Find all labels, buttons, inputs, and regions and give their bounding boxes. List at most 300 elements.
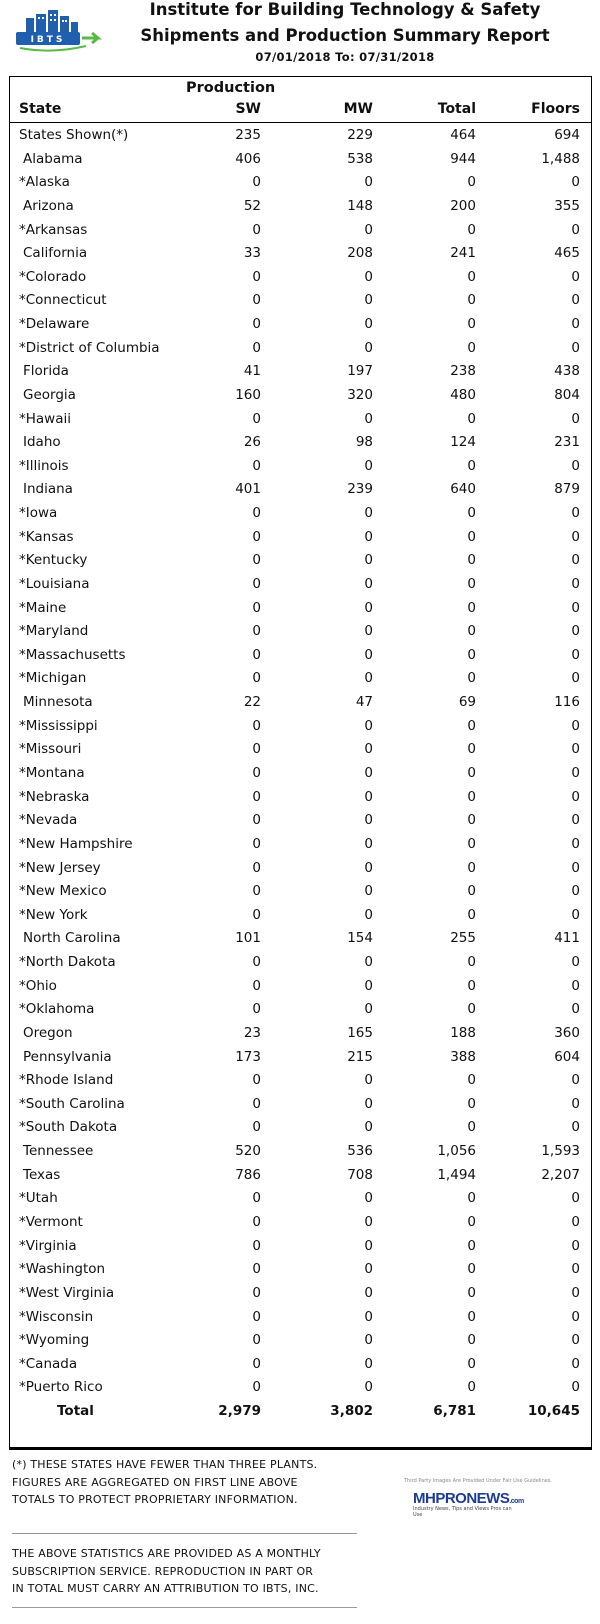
value-cell: 0 <box>252 528 261 545</box>
value-cell: 26 <box>243 434 261 451</box>
table-row <box>9 904 592 928</box>
value-cell: 0 <box>252 457 261 474</box>
value-cell: 0 <box>364 268 373 285</box>
value-cell: 0 <box>364 954 373 971</box>
state-name-cell: *Massachusetts <box>19 646 126 663</box>
disclaimer-line: THE ABOVE STATISTICS ARE PROVIDED AS A MONTHLY <box>12 1547 321 1560</box>
value-cell: 229 <box>347 127 373 143</box>
state-name-cell: *Arkansas <box>19 221 88 238</box>
value-cell: 0 <box>467 339 476 356</box>
state-name-cell: Indiana <box>23 481 73 498</box>
value-cell: 0 <box>364 221 373 238</box>
table-row <box>9 1211 592 1235</box>
report-date-range: 07/01/2018 To: 07/31/2018 <box>255 50 435 64</box>
value-cell: 0 <box>364 906 373 923</box>
value-cell: 0 <box>467 906 476 923</box>
state-name-cell: *New York <box>19 906 88 923</box>
state-name-cell: Florida <box>23 363 69 380</box>
table-row <box>9 738 592 762</box>
value-cell: 0 <box>364 528 373 545</box>
value-cell: 33 <box>243 245 261 262</box>
value-cell: 0 <box>252 765 261 781</box>
state-name-cell: *Montana <box>19 765 85 781</box>
value-cell: 0 <box>571 906 580 923</box>
state-name-cell: Minnesota <box>23 694 93 711</box>
table-row <box>9 1376 592 1400</box>
value-cell: 124 <box>450 434 476 451</box>
state-name-cell: *Hawaii <box>19 410 71 427</box>
state-name-cell: Georgia <box>23 386 76 403</box>
table-row <box>9 975 592 999</box>
table-row <box>9 1187 592 1211</box>
value-cell: 0 <box>571 528 580 545</box>
value-cell: 0 <box>364 1261 373 1278</box>
state-name-cell: Idaho <box>23 434 61 451</box>
state-name-cell: States Shown(*) <box>19 127 129 143</box>
value-cell: 0 <box>467 623 476 640</box>
value-cell: 0 <box>364 1095 373 1112</box>
table-row <box>9 313 592 337</box>
note-divider <box>12 1533 357 1534</box>
value-cell: 0 <box>571 977 580 994</box>
value-cell: 0 <box>364 457 373 474</box>
table-row <box>9 148 592 172</box>
table-header-row <box>9 98 592 122</box>
value-cell: 538 <box>347 150 373 167</box>
value-cell: 355 <box>554 197 580 214</box>
state-name-cell: *Maryland <box>19 623 89 640</box>
value-cell: 0 <box>467 765 476 781</box>
value-cell: 536 <box>347 1143 373 1160</box>
state-name-cell: Pennsylvania <box>23 1048 112 1065</box>
table-row <box>9 1258 592 1282</box>
value-cell: 0 <box>364 1190 373 1207</box>
value-cell: 0 <box>571 1237 580 1254</box>
value-cell: 0 <box>364 765 373 781</box>
value-cell: 0 <box>467 221 476 238</box>
table-row <box>9 502 592 526</box>
table-row <box>9 195 592 219</box>
value-cell: 0 <box>467 457 476 474</box>
value-cell: 0 <box>571 788 580 805</box>
state-name-cell: *Connecticut <box>19 292 107 309</box>
value-cell: 520 <box>235 1143 261 1160</box>
mhpronews-logo <box>413 1490 524 1507</box>
table-row <box>9 266 592 290</box>
value-cell: 0 <box>252 1332 261 1349</box>
value-cell: 208 <box>347 245 373 262</box>
value-cell: 0 <box>252 575 261 592</box>
value-cell: 1,488 <box>541 150 580 167</box>
value-cell: 411 <box>554 930 580 947</box>
value-cell: 360 <box>554 1024 580 1041</box>
value-cell: 879 <box>554 481 580 498</box>
value-cell: 0 <box>364 646 373 663</box>
value-cell: 0 <box>252 1261 261 1278</box>
state-name-cell: *Washington <box>19 1261 106 1278</box>
value-cell: 0 <box>571 339 580 356</box>
state-name-cell: *Oklahoma <box>19 1001 95 1018</box>
state-name-cell: *Nebraska <box>19 788 90 805</box>
table-row <box>9 455 592 479</box>
value-cell: 0 <box>252 1095 261 1112</box>
state-name-cell: California <box>23 245 88 262</box>
value-cell: 388 <box>450 1048 476 1065</box>
state-name-cell: *Alaska <box>19 174 70 191</box>
value-cell: 786 <box>235 1166 261 1183</box>
value-cell: 1,593 <box>541 1143 580 1160</box>
value-cell: 0 <box>364 623 373 640</box>
value-cell: 231 <box>554 434 580 451</box>
value-cell: 0 <box>252 1379 261 1396</box>
state-name-cell: *Louisiana <box>19 575 90 592</box>
value-cell: 0 <box>364 410 373 427</box>
value-cell: 200 <box>450 197 476 214</box>
value-cell: 0 <box>467 1308 476 1325</box>
value-cell: 0 <box>467 954 476 971</box>
value-cell: 0 <box>364 1213 373 1230</box>
table-row <box>9 1022 592 1046</box>
value-cell: 0 <box>467 316 476 333</box>
state-name-cell: *Mississippi <box>19 717 98 734</box>
value-cell: 320 <box>347 386 373 403</box>
value-cell: 0 <box>467 977 476 994</box>
brand-name: MHPRONEWS <box>413 1490 510 1507</box>
value-cell: 154 <box>347 930 373 947</box>
value-cell: 0 <box>571 741 580 758</box>
value-cell: 0 <box>571 1072 580 1089</box>
state-name-cell: *Rhode Island <box>19 1072 114 1089</box>
value-cell: 197 <box>347 363 373 380</box>
value-cell: 0 <box>467 1355 476 1372</box>
value-cell: 640 <box>450 481 476 498</box>
value-cell: 0 <box>571 1190 580 1207</box>
value-cell: 215 <box>347 1048 373 1065</box>
value-cell: 0 <box>571 883 580 900</box>
value-cell: 0 <box>252 268 261 285</box>
value-cell: 0 <box>571 174 580 191</box>
value-cell: 0 <box>364 812 373 829</box>
value-cell: 0 <box>252 646 261 663</box>
brand-tagline: Industry News, Tips and Views Pros can Use <box>413 1506 512 1518</box>
total-divider <box>9 1448 592 1450</box>
total-value: 2,979 <box>218 1403 261 1419</box>
table-row <box>9 219 592 243</box>
state-name-cell: *Kentucky <box>19 552 88 569</box>
table-row <box>9 620 592 644</box>
value-cell: 0 <box>571 1332 580 1349</box>
value-cell: 0 <box>252 883 261 900</box>
state-name-cell: *New Jersey <box>19 859 101 876</box>
value-cell: 0 <box>364 292 373 309</box>
value-cell: 0 <box>252 954 261 971</box>
value-cell: 406 <box>235 150 261 167</box>
state-name-cell: *Vermont <box>19 1213 83 1230</box>
value-cell: 0 <box>364 883 373 900</box>
value-cell: 0 <box>571 1119 580 1136</box>
value-cell: 0 <box>467 1001 476 1018</box>
value-cell: 604 <box>554 1048 580 1065</box>
value-cell: 0 <box>467 1261 476 1278</box>
value-cell: 0 <box>252 623 261 640</box>
value-cell: 0 <box>467 1284 476 1301</box>
value-cell: 0 <box>467 292 476 309</box>
value-cell: 0 <box>364 1072 373 1089</box>
value-cell: 0 <box>467 410 476 427</box>
value-cell: 0 <box>571 1379 580 1396</box>
svg-text:IBTS: IBTS <box>30 35 66 45</box>
table-row <box>9 1093 592 1117</box>
table-row <box>9 478 592 502</box>
footnote-line: TOTALS TO PROTECT PROPRIETARY INFORMATION. <box>12 1493 298 1506</box>
state-name-cell: *Wisconsin <box>19 1308 94 1325</box>
report-org-title: Institute for Building Technology & Safety <box>149 0 541 19</box>
value-cell: 0 <box>252 505 261 522</box>
state-name-cell: *New Hampshire <box>19 835 133 852</box>
total-value: 10,645 <box>527 1403 580 1419</box>
state-name-cell: *Maine <box>19 599 67 616</box>
table-row <box>9 337 592 361</box>
value-cell: 0 <box>467 788 476 805</box>
state-name-cell: *District of Columbia <box>19 339 160 356</box>
disclaimer-line: SUBSCRIPTION SERVICE. REPRODUCTION IN PART OR <box>12 1564 314 1578</box>
value-cell: 0 <box>364 316 373 333</box>
total-row <box>9 1400 592 1424</box>
column-header: MW <box>343 101 373 117</box>
value-cell: 0 <box>571 292 580 309</box>
table-row <box>9 927 592 951</box>
value-cell: 0 <box>252 552 261 569</box>
value-cell: 438 <box>554 363 580 380</box>
value-cell: 0 <box>467 599 476 616</box>
value-cell: 0 <box>364 859 373 876</box>
value-cell: 0 <box>252 1072 261 1089</box>
value-cell: 188 <box>450 1024 476 1041</box>
value-cell: 464 <box>450 127 476 143</box>
value-cell: 0 <box>467 268 476 285</box>
value-cell: 0 <box>467 1379 476 1396</box>
value-cell: 0 <box>364 670 373 687</box>
value-cell: 0 <box>364 741 373 758</box>
report-title: Shipments and Production Summary Report <box>140 26 550 45</box>
footnote-line: FIGURES ARE AGGREGATED ON FIRST LINE ABOVE <box>12 1475 298 1489</box>
value-cell: 0 <box>364 1332 373 1349</box>
value-cell: 0 <box>467 859 476 876</box>
value-cell: 69 <box>458 694 476 711</box>
value-cell: 0 <box>364 1308 373 1325</box>
value-cell: 0 <box>571 316 580 333</box>
value-cell: 0 <box>571 457 580 474</box>
table-row <box>9 857 592 881</box>
value-cell: 160 <box>235 386 261 403</box>
value-cell: 0 <box>364 1379 373 1396</box>
state-name-cell: *Colorado <box>19 268 87 285</box>
value-cell: 0 <box>467 575 476 592</box>
table-row <box>9 1353 592 1377</box>
value-cell: 0 <box>364 339 373 356</box>
table-row <box>9 786 592 810</box>
column-header: Floors <box>531 101 580 117</box>
value-cell: 22 <box>243 694 261 711</box>
value-cell: 0 <box>252 1284 261 1301</box>
value-cell: 2,207 <box>541 1166 580 1183</box>
table-row <box>9 951 592 975</box>
value-cell: 804 <box>554 386 580 403</box>
state-name-cell: *Puerto Rico <box>19 1379 103 1396</box>
value-cell: 0 <box>364 1119 373 1136</box>
value-cell: 0 <box>571 954 580 971</box>
value-cell: 0 <box>467 1072 476 1089</box>
footnote-line: (*) THESE STATES HAVE FEWER THAN THREE PLANTS. <box>12 1458 318 1471</box>
value-cell: 101 <box>235 930 261 947</box>
state-name-cell: *Ohio <box>19 977 57 994</box>
table-row <box>9 289 592 313</box>
table-row <box>9 1069 592 1093</box>
value-cell: 0 <box>364 977 373 994</box>
value-cell: 0 <box>571 670 580 687</box>
value-cell: 0 <box>467 1095 476 1112</box>
column-header: Total <box>437 101 476 117</box>
table-row <box>9 526 592 550</box>
state-name-cell: Arizona <box>23 197 74 214</box>
value-cell: 0 <box>571 221 580 238</box>
fair-use-note: Third Party Images Are Provided Under Fair Use Guidelines. <box>404 1478 553 1484</box>
value-cell: 0 <box>252 906 261 923</box>
value-cell: 0 <box>252 1119 261 1136</box>
table-row <box>9 384 592 408</box>
total-label: Total <box>57 1403 94 1419</box>
state-name-cell: *North Dakota <box>19 954 116 971</box>
value-cell: 1,494 <box>437 1166 476 1183</box>
table-row <box>9 1282 592 1306</box>
value-cell: 0 <box>252 316 261 333</box>
state-name-cell: *Canada <box>19 1355 78 1372</box>
value-cell: 0 <box>571 552 580 569</box>
value-cell: 0 <box>571 1213 580 1230</box>
value-cell: 0 <box>467 717 476 734</box>
value-cell: 0 <box>571 859 580 876</box>
state-name-cell: *New Mexico <box>19 883 107 900</box>
value-cell: 235 <box>235 127 261 143</box>
value-cell: 0 <box>252 788 261 805</box>
value-cell: 0 <box>252 410 261 427</box>
table-row <box>9 242 592 266</box>
total-value: 3,802 <box>330 1403 373 1419</box>
value-cell: 0 <box>252 599 261 616</box>
disclaimer <box>12 1545 321 1598</box>
value-cell: 0 <box>571 1284 580 1301</box>
value-cell: 0 <box>467 812 476 829</box>
value-cell: 0 <box>252 174 261 191</box>
value-cell: 52 <box>243 197 261 214</box>
state-name-cell: *Michigan <box>19 670 87 687</box>
value-cell: 0 <box>252 339 261 356</box>
value-cell: 0 <box>467 174 476 191</box>
value-cell: 0 <box>467 741 476 758</box>
value-cell: 0 <box>364 1001 373 1018</box>
value-cell: 1,056 <box>437 1143 476 1160</box>
total-value: 6,781 <box>433 1403 476 1419</box>
value-cell: 47 <box>355 694 373 711</box>
table-row <box>9 1046 592 1070</box>
value-cell: 0 <box>364 1284 373 1301</box>
state-name-cell: Tennessee <box>23 1143 94 1160</box>
value-cell: 708 <box>347 1166 373 1183</box>
value-cell: 239 <box>347 481 373 498</box>
column-header: State <box>19 101 62 117</box>
state-name-cell: North Carolina <box>23 930 121 947</box>
state-name-cell: *West Virginia <box>19 1284 115 1301</box>
table-row <box>9 998 592 1022</box>
value-cell: 0 <box>571 1095 580 1112</box>
value-cell: 0 <box>252 1355 261 1372</box>
table-row <box>9 1235 592 1259</box>
value-cell: 238 <box>450 363 476 380</box>
table-row <box>9 880 592 904</box>
value-cell: 0 <box>571 410 580 427</box>
value-cell: 465 <box>554 245 580 262</box>
value-cell: 0 <box>467 1190 476 1207</box>
brand-domain: .com <box>509 1498 524 1505</box>
value-cell: 0 <box>364 174 373 191</box>
value-cell: 23 <box>243 1024 261 1041</box>
value-cell: 0 <box>467 883 476 900</box>
value-cell: 0 <box>467 505 476 522</box>
state-name-cell: *South Carolina <box>19 1095 125 1112</box>
disclaimer-line: IN TOTAL MUST CARRY AN ATTRIBUTION TO IBTS, INC. <box>12 1582 319 1595</box>
value-cell: 0 <box>252 292 261 309</box>
value-cell: 0 <box>252 741 261 758</box>
value-cell: 0 <box>571 575 580 592</box>
value-cell: 116 <box>554 694 580 711</box>
value-cell: 0 <box>364 552 373 569</box>
value-cell: 0 <box>571 835 580 852</box>
value-cell: 0 <box>252 1190 261 1207</box>
table-row <box>9 573 592 597</box>
table-row <box>9 171 592 195</box>
value-cell: 0 <box>467 552 476 569</box>
value-cell: 0 <box>252 812 261 829</box>
value-cell: 0 <box>571 717 580 734</box>
value-cell: 0 <box>364 599 373 616</box>
value-cell: 694 <box>554 127 580 143</box>
value-cell: 98 <box>355 434 373 451</box>
value-cell: 0 <box>252 1237 261 1254</box>
table-row <box>9 691 592 715</box>
value-cell: 0 <box>467 528 476 545</box>
value-cell: 0 <box>571 1001 580 1018</box>
value-cell: 0 <box>467 670 476 687</box>
value-cell: 241 <box>450 245 476 262</box>
table-row <box>9 1329 592 1353</box>
value-cell: 0 <box>252 670 261 687</box>
value-cell: 0 <box>571 1261 580 1278</box>
value-cell: 0 <box>467 1332 476 1349</box>
table-row <box>9 644 592 668</box>
value-cell: 0 <box>571 268 580 285</box>
table-row <box>9 1140 592 1164</box>
value-cell: 0 <box>364 505 373 522</box>
value-cell: 0 <box>252 1308 261 1325</box>
state-name-cell: *Delaware <box>19 316 90 333</box>
value-cell: 0 <box>364 835 373 852</box>
value-cell: 0 <box>252 859 261 876</box>
table-row <box>9 1116 592 1140</box>
state-name-cell: *Nevada <box>19 812 78 829</box>
table-row <box>9 360 592 384</box>
value-cell: 0 <box>364 575 373 592</box>
value-cell: 255 <box>450 930 476 947</box>
